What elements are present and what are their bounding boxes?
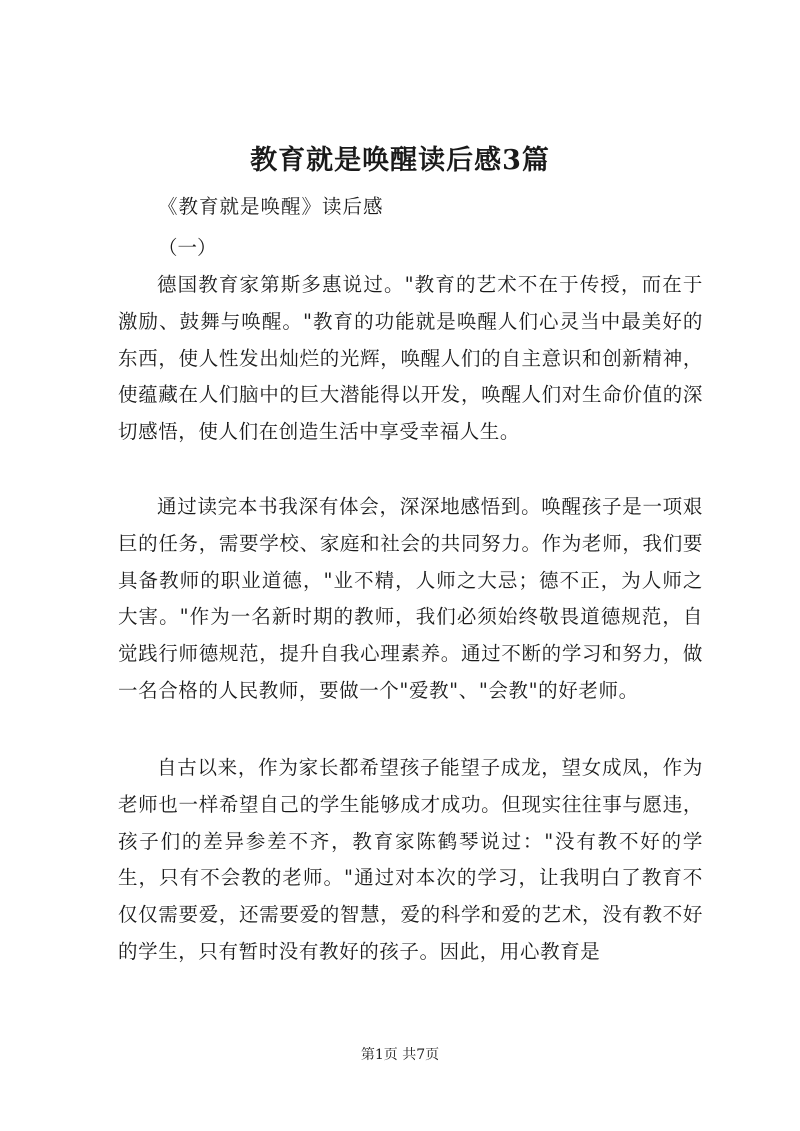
section-label: （一）	[158, 236, 217, 259]
page-footer: 第1页 共7页	[360, 1047, 440, 1063]
document-title: 教育就是唤醒读后感3篇	[250, 145, 550, 176]
paragraph-3: 自古以来，作为家长都希望孩子能望子成龙，望女成凤，作为老师也一样希望自己的学生能够成才成功。但现实往往事与愿违，孩子们的差异参差不齐，教育家陈鹤琴说过："没有教不好的学生，只有不会教的老师。"通过对本次的学习，让我明白了教育不仅仅需要爱，还需要爱的智慧，爱的科学和爱的艺术，没有教不好的学生，只有暂时没有教好的孩子。因此，用心教育是	[118, 756, 703, 963]
paragraph-1: 德国教育家第斯多惠说过。"教育的艺术不在于传授，而在于激励、鼓舞与唤醒。"教育的功能就是唤醒人们心灵当中最美好的东西，使人性发出灿烂的光辉，唤醒人们的自主意识和创新精神，使蕴藏在人们脑中的巨大潜能得以开发，唤醒人们对生命价值的深切感悟，使人们在创造生活中享受幸福人生。	[118, 273, 703, 444]
document-subtitle: 《教育就是唤醒》读后感	[158, 195, 384, 218]
paragraph-2: 通过读完本书我深有体会，深深地感悟到。唤醒孩子是一项艰巨的任务，需要学校、家庭和社会的共同努力。作为老师，我们要具备教师的职业道德，"业不精，人师之大忌；德不正，为人师之大害。"作为一名新时期的教师，我们必须始终敬畏道德规范，自觉践行师德规范，提升自我心理素养。通过不断的学习和努力，做一名合格的人民教师，要做一个"爱教"、"会教"的好老师。	[118, 495, 703, 702]
